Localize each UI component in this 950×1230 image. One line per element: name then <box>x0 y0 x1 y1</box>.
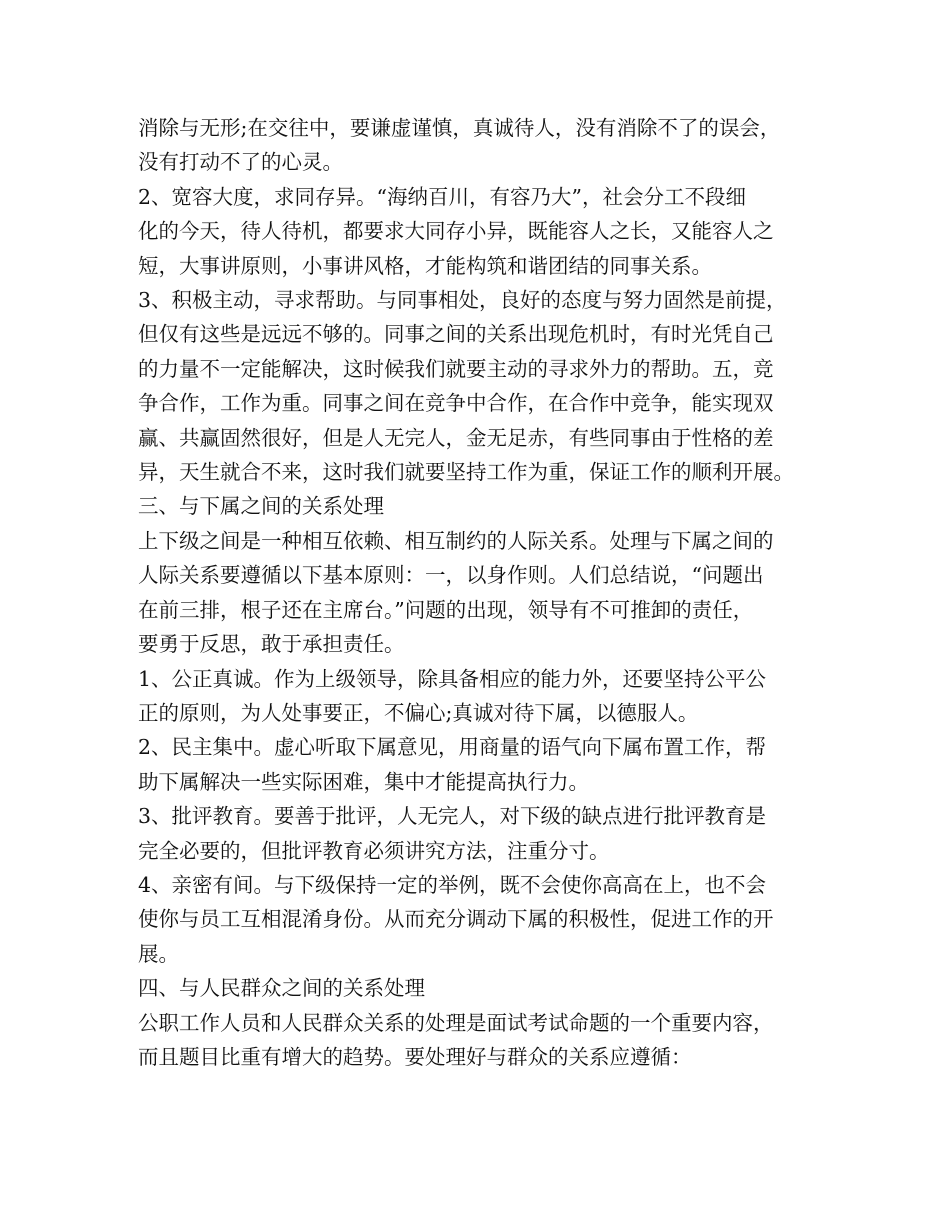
section-heading-subordinates: 三、与下属之间的关系处理 <box>138 494 384 519</box>
paragraph-seek-help: 3、积极主动，寻求帮助。与同事相处，良好的态度与努力固然是前提， 但仅有这些是远远不够的。同事之间的关系出现危机时，有时光凭自己 的力量不一定能解决，这时候我们就要主动的寻求外力的帮助。五，竞 争合作，工作为重。同事之间在竞争中合作，在合作中竞争，能实现双 赢、共赢固然很好，但是人无完人，金无足赤，有些同事由于性格的差 异，天生就合不来，这时我们就要坚持工作为重，保证工作的顺利开展。 <box>138 288 794 485</box>
paragraph-tolerance: 2、宽容大度，求同存异。“海纳百川，有容乃大”，社会分工不段细 化的今天，待人待机，都要求大同存小异，既能容人之长，又能容人之 短，大事讲原则，小事讲风格，才能构筑和谐团结的同事关系。 <box>138 184 774 278</box>
paragraph-democracy: 2、民主集中。虚心听取下属意见，用商量的语气向下属布置工作，帮 助下属解决一些实际困难，集中才能提高执行力。 <box>138 735 767 794</box>
section-heading-public: 四、与人民群众之间的关系处理 <box>138 976 425 1001</box>
paragraph-continuation: 消除与无形;在交往中，要谦虚谨慎，真诚待人，没有消除不了的误会， 没有打动不了的心灵。 <box>138 116 781 175</box>
paragraph-public-intro: 公职工作人员和人民群众关系的处理是面试考试命题的一个重要内容， 而且题目比重有增大的趋势。要处理好与群众的关系应遵循： <box>138 1010 774 1069</box>
paragraph-subordinates-intro: 上下级之间是一种相互依赖、相互制约的人际关系。处理与下属之间的 人际关系要遵循以下基本原则：一，以身作则。人们总结说，“问题出 在前三排，根子还在主席台。”问题的出现，领导有不可推卸的责任， 要勇于反思，敢于承担责任。 <box>138 528 774 657</box>
paragraph-distance: 4、亲密有间。与下级保持一定的举例，既不会使你高高在上，也不会 使你与员工互相混淆身份。从而充分调动下属的积极性，促进工作的开 展。 <box>138 872 774 966</box>
paragraph-fairness: 1、公正真诚。作为上级领导，除具备相应的能力外，还要坚持公平公 正的原则，为人处事要正，不偏心;真诚对待下属，以德服人。 <box>138 666 767 725</box>
paragraph-criticism: 3、批评教育。要善于批评，人无完人，对下级的缺点进行批评教育是 完全必要的，但批评教育必须讲究方法，注重分寸。 <box>138 804 767 863</box>
document-body <box>138 111 828 1074</box>
